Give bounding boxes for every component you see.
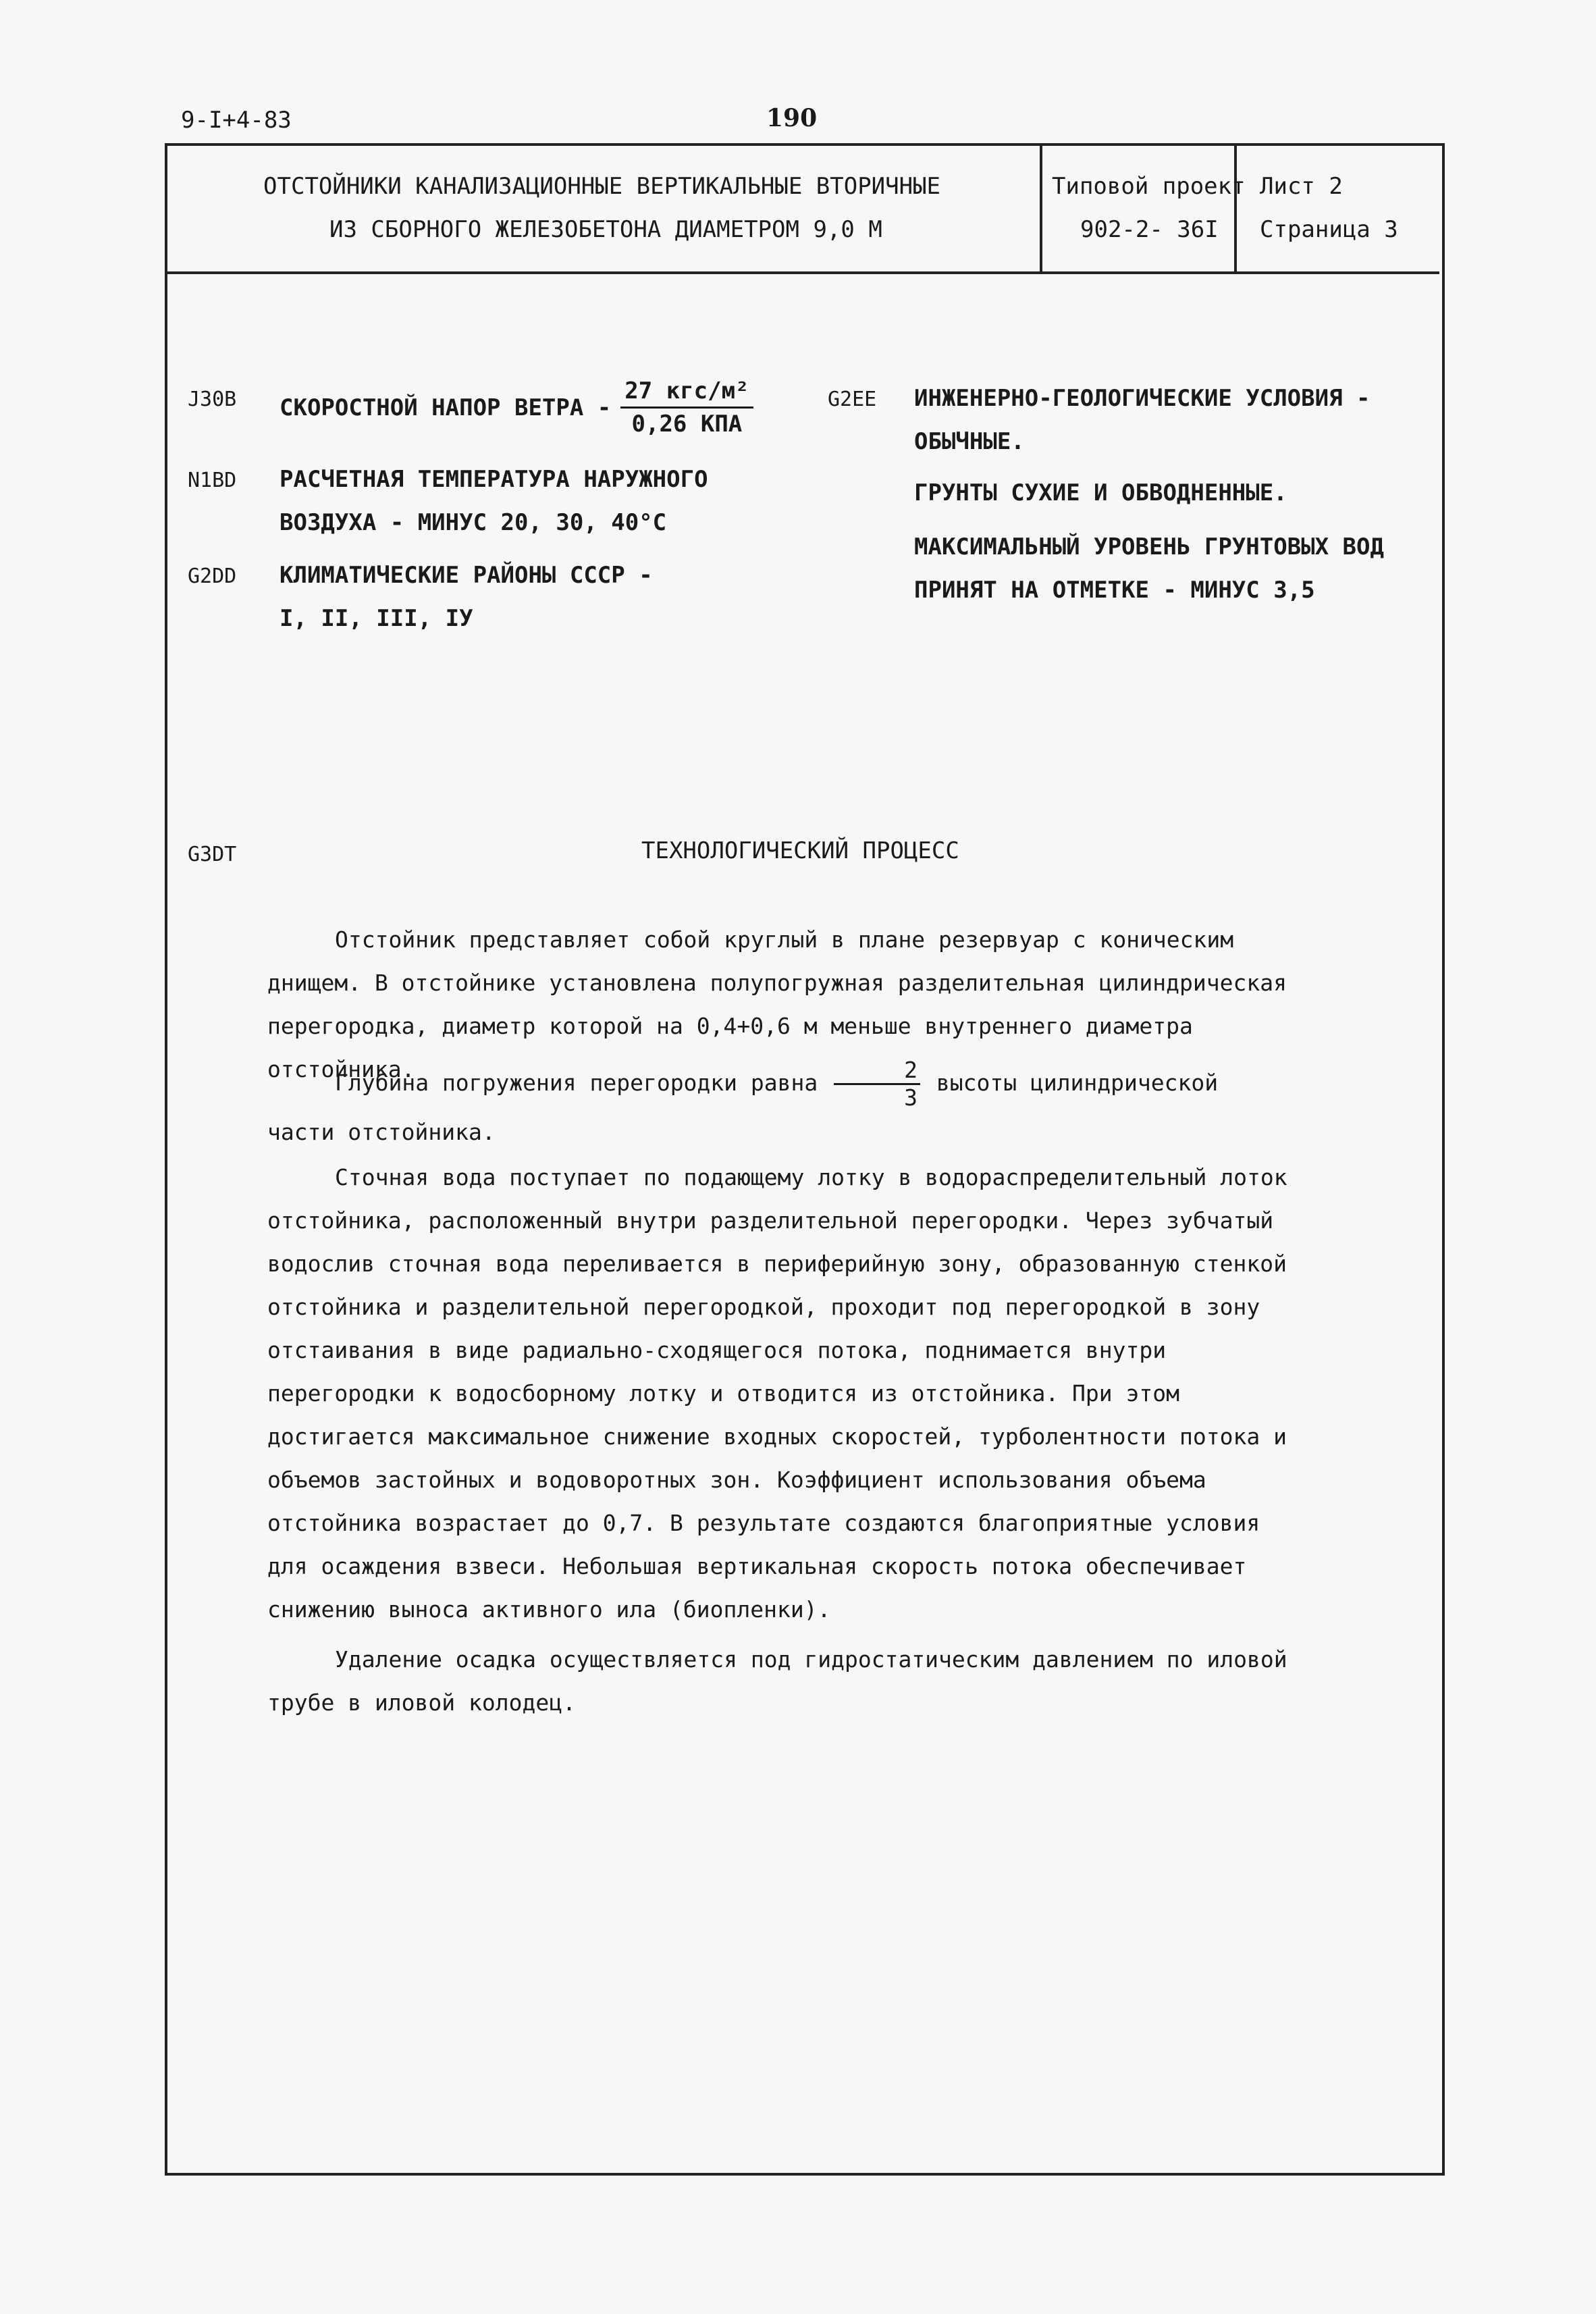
wind-value-denominator: 0,26 КПА xyxy=(631,411,743,438)
page-label: Страница 3 xyxy=(1260,216,1398,243)
title-block-divider xyxy=(1040,143,1042,271)
wind-label: СКОРОСТНОЙ НАПОР ВЕТРА - xyxy=(280,394,612,421)
document-code: 9-I+4-83 xyxy=(181,107,292,134)
soil-line: ГРУНТЫ СУХИЕ И ОБВОДНЕННЫЕ. xyxy=(914,479,1287,506)
fraction-numerator: 2 xyxy=(834,1057,920,1085)
project-number: 902-2- 36I xyxy=(1080,216,1219,243)
wind-parameter xyxy=(280,375,753,440)
geology-line2: ОБЫЧНЫЕ. xyxy=(914,428,1025,455)
temperature-line1: РАСЧЕТНАЯ ТЕМПЕРАТУРА НАРУЖНОГО xyxy=(280,466,708,493)
process-paragraph-2 xyxy=(267,1057,1294,1154)
climate-line1: КЛИМАТИЧЕСКИЕ РАЙОНЫ СССР - xyxy=(280,562,653,589)
geology-code: G2EE xyxy=(828,388,877,411)
climate-line2: I, II, III, IУ xyxy=(280,605,473,632)
paragraph-2-after: высоты цилиндрической части отстойника. xyxy=(267,1070,1219,1145)
temperature-line2: ВОЗДУХА - МИНУС 20, 30, 40°С xyxy=(280,509,667,536)
process-heading: ТЕХНОЛОГИЧЕСКИЙ ПРОЦЕСС xyxy=(641,837,959,864)
document-title-line2: ИЗ СБОРНОГО ЖЕЛЕЗОБЕТОНА ДИАМЕТРОМ 9,0 М xyxy=(329,216,882,243)
process-paragraph-4: Удаление осадка осуществляется под гидростатическим давлением по иловой трубе в иловой колодец. xyxy=(267,1646,1287,1716)
groundwater-line2: ПРИНЯТ НА ОТМЕТКЕ - МИНУС 3,5 xyxy=(914,577,1315,604)
page-number: 190 xyxy=(766,104,818,132)
paragraph-2-before: Глубина погружения перегородки равна xyxy=(335,1070,818,1096)
temperature-code: N1BD xyxy=(188,469,237,492)
project-label: Типовой проект xyxy=(1052,173,1246,200)
climate-code: G2DD xyxy=(188,564,237,588)
geology-line1: ИНЖЕНЕРНО-ГЕОЛОГИЧЕСКИЕ УСЛОВИЯ - xyxy=(914,385,1371,412)
two-thirds-fraction xyxy=(834,1057,920,1111)
groundwater-line1: МАКСИМАЛЬНЫЙ УРОВЕНЬ ГРУНТОВЫХ ВОД xyxy=(914,533,1384,560)
fraction-denominator: 3 xyxy=(904,1084,917,1111)
process-paragraph-3: Сточная вода поступает по подающему лотку в водораспределительный лоток отстойника, расположенный внутри разделительной перегородки. Через зубчатый водослив сточная вода переливается в периферийную зону, образованную стенкой отстойника и разделительной перегородкой, проходит под перегородкой в зону отстаивания в виде радиально-сходящегося потока, поднимается внутри перегородки к водосборному лотку и отводится из отстойника. При этом достигается максимальное снижение входных скоростей, турболентности потока и объемов застойных и водоворотных зон. Коэффициент использования объема отстойника возрастает до 0,7. В результате создаются благоприятные условия для осаждения взвеси. Небольшая вертикальная скорость потока обеспечивает снижению выноса активного ила (биопленки). xyxy=(267,1164,1287,1623)
wind-value-numerator: 27 кгс/м² xyxy=(620,375,753,409)
sheet-label: Лист 2 xyxy=(1260,173,1343,200)
process-code: G3DT xyxy=(188,843,237,866)
wind-code: J30B xyxy=(188,388,237,411)
document-title-line1: ОТСТОЙНИКИ КАНАЛИЗАЦИОННЫЕ ВЕРТИКАЛЬНЫЕ ВТОРИЧНЫЕ xyxy=(263,173,941,200)
process-paragraph-1: Отстойник представляет собой круглый в плане резервуар с коническим днищем. В отстойнике установлена полупогружная разделительная цилиндрическая перегородка, диаметр которой на 0,4+0,6 м меньше внутреннего диаметра отстойника. xyxy=(267,926,1287,1082)
wind-value-fraction xyxy=(620,375,753,440)
